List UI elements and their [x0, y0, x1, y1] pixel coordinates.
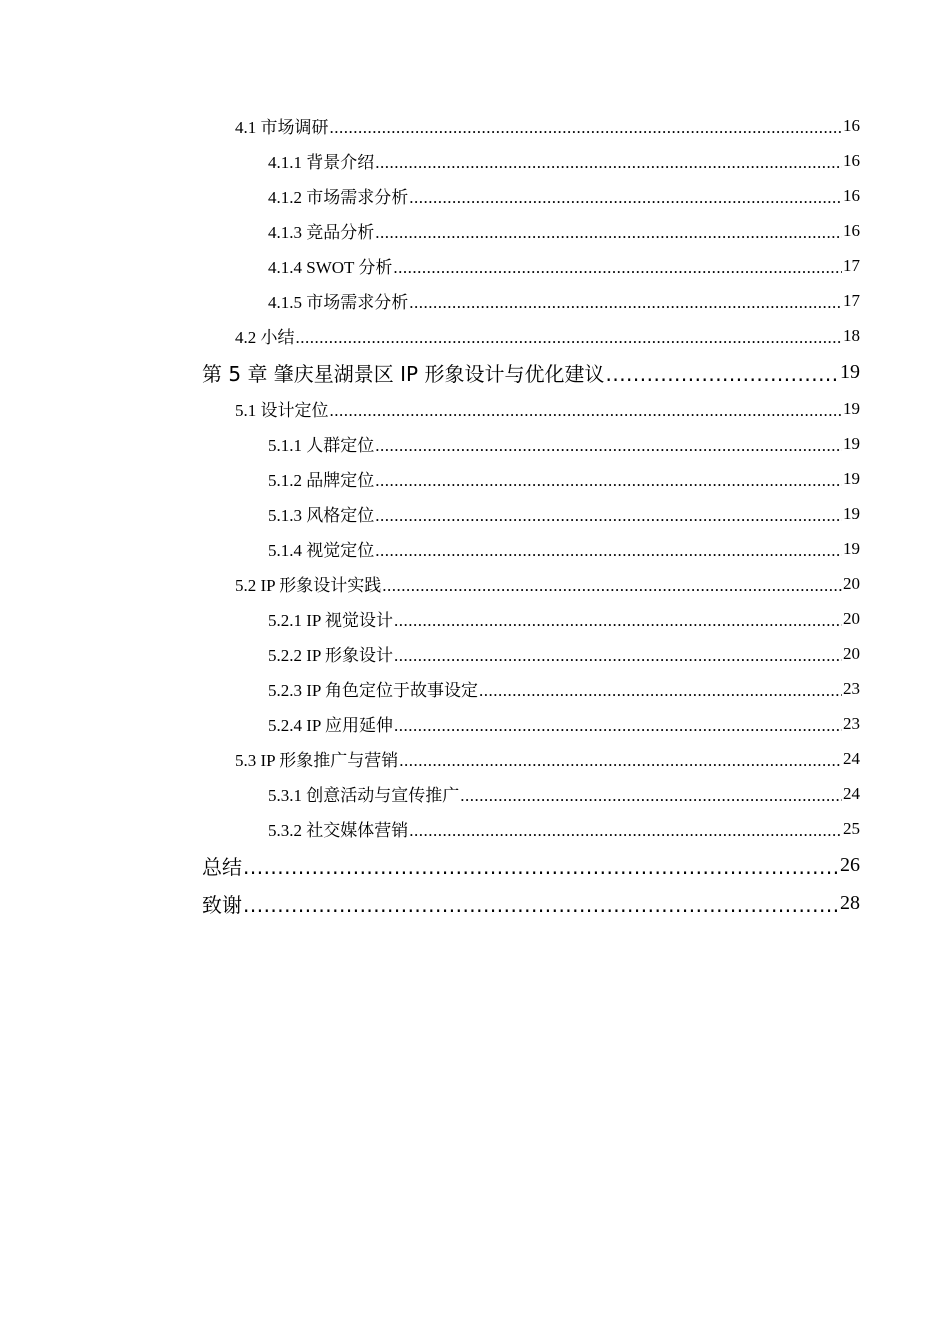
toc-entry[interactable] [202, 636, 860, 671]
toc-entry[interactable] [202, 566, 860, 601]
toc-entry-page: 23 [843, 678, 860, 698]
dot-leader [399, 751, 842, 771]
toc-entry[interactable] [202, 353, 860, 391]
dot-leader [409, 821, 842, 841]
toc-entry-page: 24 [843, 748, 860, 768]
toc-entry[interactable] [202, 496, 860, 531]
toc-entry-title: 5.1.3 风格定位 [268, 506, 375, 525]
toc-entry-title: 4.1.5 市场需求分析 [268, 293, 409, 312]
toc-entry-title: 5.2.1 IP 视觉设计 [268, 611, 393, 630]
toc-entry-page: 24 [843, 783, 860, 803]
toc-entry-title: 5.3.2 社交媒体营销 [268, 821, 409, 840]
toc-entry-title: 4.2 小结 [235, 328, 295, 347]
toc-entry-page: 17 [843, 290, 860, 310]
toc-entry[interactable] [202, 884, 860, 922]
dot-leader [330, 118, 843, 138]
dot-leader [394, 716, 842, 736]
toc-entry-page: 19 [843, 538, 860, 558]
toc-entry-title: 5.3 IP 形象推广与营销 [235, 751, 399, 770]
dot-leader [409, 188, 842, 208]
toc-entry-page: 19 [843, 468, 860, 488]
dot-leader [409, 293, 842, 313]
toc-entry-page: 17 [843, 255, 860, 275]
toc-entry[interactable] [202, 391, 860, 426]
dot-leader [460, 786, 842, 806]
dot-leader [375, 541, 842, 561]
toc-entry[interactable] [202, 741, 860, 776]
dot-leader [479, 681, 842, 701]
toc-entry-page: 18 [843, 325, 860, 345]
toc-entry[interactable] [202, 706, 860, 741]
toc-entry[interactable] [202, 426, 860, 461]
toc-entry-page: 23 [843, 713, 860, 733]
toc-entry[interactable] [202, 811, 860, 846]
toc-entry-page: 20 [843, 573, 860, 593]
toc-entry[interactable] [202, 108, 860, 143]
toc-entry-page: 16 [843, 115, 860, 135]
toc-entry-page: 28 [840, 891, 860, 914]
dot-leader [375, 223, 842, 243]
toc-entry[interactable] [202, 601, 860, 636]
toc-entry-page: 19 [843, 503, 860, 523]
dot-leader [375, 436, 842, 456]
toc-entry-title: 4.1.2 市场需求分析 [268, 188, 409, 207]
dot-leader [394, 646, 842, 666]
toc-entry[interactable] [202, 461, 860, 496]
toc-entry-title: 4.1.3 竞品分析 [268, 223, 375, 242]
toc-entry-page: 19 [843, 433, 860, 453]
toc-entry-page: 20 [843, 643, 860, 663]
toc-entry-title: 总结 [202, 854, 242, 879]
table-of-contents [202, 108, 860, 922]
toc-entry-title: 5.1.4 视觉定位 [268, 541, 375, 560]
dot-leader [393, 258, 842, 278]
toc-entry-page: 19 [843, 398, 860, 418]
toc-entry[interactable] [202, 178, 860, 213]
toc-entry-title: 致谢 [202, 892, 242, 917]
toc-entry[interactable] [202, 248, 860, 283]
toc-entry-title: 5.1.1 人群定位 [268, 436, 375, 455]
toc-entry-page: 16 [843, 220, 860, 240]
toc-entry-title: 4.1 市场调研 [235, 118, 329, 137]
dot-leader [243, 893, 839, 917]
toc-entry[interactable] [202, 776, 860, 811]
dot-leader [330, 401, 843, 421]
dot-leader [382, 576, 842, 596]
toc-entry-title: 4.1.1 背景介绍 [268, 153, 375, 172]
toc-entry-page: 26 [840, 853, 860, 876]
dot-leader [375, 506, 842, 526]
toc-entry-title: 第 5 章 肇庆星湖景区 IP 形象设计与优化建议 [202, 361, 605, 386]
toc-entry-page: 19 [840, 360, 860, 383]
dot-leader [296, 328, 843, 348]
toc-entry[interactable] [202, 531, 860, 566]
toc-entry-title: 5.2.2 IP 形象设计 [268, 646, 393, 665]
toc-entry-title: 5.2.3 IP 角色定位于故事设定 [268, 681, 478, 700]
toc-entry[interactable] [202, 283, 860, 318]
dot-leader [243, 855, 839, 879]
toc-entry[interactable] [202, 671, 860, 706]
dot-leader [394, 611, 842, 631]
toc-entry-page: 25 [843, 818, 860, 838]
toc-entry-page: 20 [843, 608, 860, 628]
toc-entry-title: 5.3.1 创意活动与宣传推广 [268, 786, 460, 805]
toc-entry-page: 16 [843, 150, 860, 170]
dot-leader [375, 153, 842, 173]
toc-entry[interactable] [202, 143, 860, 178]
toc-entry-title: 4.1.4 SWOT 分析 [268, 258, 393, 277]
toc-entry-title: 5.2.4 IP 应用延伸 [268, 716, 393, 735]
toc-entry-title: 5.1 设计定位 [235, 401, 329, 420]
toc-entry[interactable] [202, 213, 860, 248]
dot-leader [605, 362, 839, 386]
toc-entry-title: 5.1.2 品牌定位 [268, 471, 375, 490]
toc-entry-page: 16 [843, 185, 860, 205]
dot-leader [375, 471, 842, 491]
toc-entry-title: 5.2 IP 形象设计实践 [235, 576, 382, 595]
toc-entry[interactable] [202, 318, 860, 353]
toc-entry[interactable] [202, 846, 860, 884]
